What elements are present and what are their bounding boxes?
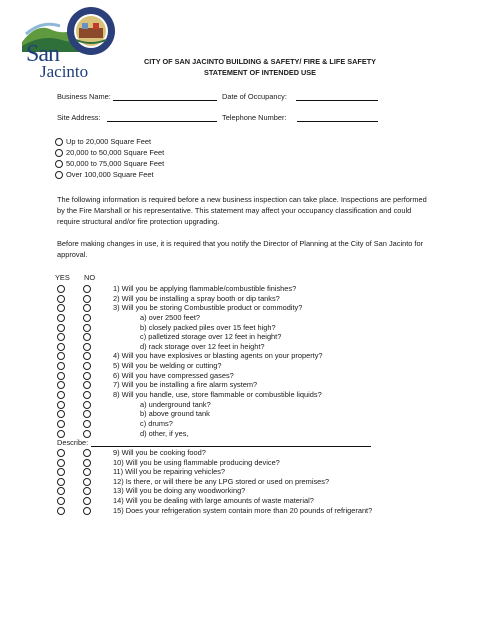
telephone-number-label: Telephone Number:: [222, 113, 287, 122]
yes-radio-icon[interactable]: [57, 372, 65, 380]
yes-radio-icon[interactable]: [57, 487, 65, 495]
question-text: 6) Will you have compressed gases?: [113, 370, 234, 380]
question-row: [0, 496, 480, 506]
question-row: [0, 400, 480, 410]
yes-radio-icon[interactable]: [57, 304, 65, 312]
yes-column-header: YES: [55, 273, 70, 282]
no-radio-icon[interactable]: [83, 285, 91, 293]
question-row: [0, 506, 480, 516]
question-row: [0, 458, 480, 468]
yes-radio-icon[interactable]: [57, 507, 65, 515]
question-text: b) closely packed piles over 15 feet high?: [140, 322, 276, 332]
yes-radio-icon[interactable]: [57, 459, 65, 467]
yes-radio-icon[interactable]: [57, 497, 65, 505]
question-row: [0, 294, 480, 304]
question-text: 11) Will you be repairing vehicles?: [113, 467, 226, 477]
planning-paragraph: Before making changes in use, it is required that you notify the Director of Planning at the City of San Jacinto for approval.: [57, 239, 424, 259]
no-radio-icon[interactable]: [83, 497, 91, 505]
question-text: a) over 2500 feet?: [140, 312, 200, 322]
question-row: [0, 332, 480, 342]
logo-text-jacinto: Jacinto: [40, 62, 89, 81]
telephone-number-field[interactable]: [297, 113, 378, 122]
yes-radio-icon[interactable]: [57, 285, 65, 293]
question-row: [0, 390, 480, 400]
question-text: a) underground tank?: [140, 399, 211, 409]
date-of-occupancy-label: Date of Occupancy:: [222, 92, 287, 101]
question-text: 5) Will you be welding or cutting?: [113, 361, 222, 371]
no-radio-icon[interactable]: [83, 507, 91, 515]
question-text: 7) Will you be installing a fire alarm system?: [113, 380, 258, 390]
no-radio-icon[interactable]: [83, 333, 91, 341]
question-text: 9) Will you be cooking food?: [113, 447, 206, 457]
yes-radio-icon[interactable]: [57, 333, 65, 341]
yes-radio-icon[interactable]: [57, 381, 65, 389]
radio-circle-icon[interactable]: [55, 138, 63, 146]
question-row: [0, 284, 480, 294]
questions-list: [0, 284, 480, 515]
yes-radio-icon[interactable]: [57, 420, 65, 428]
no-radio-icon[interactable]: [83, 381, 91, 389]
describe-field[interactable]: [91, 438, 371, 447]
no-radio-icon[interactable]: [83, 391, 91, 399]
yes-radio-icon[interactable]: [57, 468, 65, 476]
form-header: [100, 56, 420, 78]
yes-radio-icon[interactable]: [57, 352, 65, 360]
square-feet-option-label: Up to 20,000 Square Feet: [66, 137, 152, 146]
no-radio-icon[interactable]: [83, 430, 91, 438]
site-address-label: Site Address:: [57, 113, 101, 122]
business-name-field[interactable]: [113, 92, 217, 101]
question-text: 15) Does your refrigeration system contain more than 20 pounds of refrigerant?: [113, 505, 373, 515]
question-row: [0, 351, 480, 361]
city-seal-icon: [66, 6, 116, 56]
no-radio-icon[interactable]: [83, 372, 91, 380]
question-text: 14) Will you be dealing with large amounts of waste material?: [113, 496, 314, 506]
square-feet-option-label: 50,000 to 75,000 Square Feet: [66, 159, 165, 168]
logo-text-san: San: [26, 41, 59, 67]
question-text: b) above ground tank: [140, 409, 210, 419]
square-feet-option-label: Over 100,000 Square Feet: [66, 170, 154, 179]
question-text: c) palletized storage over 12 feet in height?: [140, 332, 282, 342]
question-text: 4) Will you have explosives or blasting agents on your property?: [113, 351, 323, 361]
yes-radio-icon[interactable]: [57, 430, 65, 438]
header-line1: CITY OF SAN JACINTO BUILDING & SAFETY/ FIRE & LIFE SAFETY: [143, 57, 377, 66]
no-radio-icon[interactable]: [83, 343, 91, 351]
question-row: [0, 419, 480, 429]
no-radio-icon[interactable]: [83, 295, 91, 303]
question-text: 13) Will you be doing any woodworking?: [113, 486, 246, 496]
radio-circle-icon[interactable]: [55, 149, 63, 157]
no-radio-icon[interactable]: [83, 468, 91, 476]
no-radio-icon[interactable]: [83, 420, 91, 428]
question-row: [0, 303, 480, 313]
inspection-paragraph: The following information is required before a new business inspection can take place. Inspections are performed by the Fire Marshall or his representative. This statement may affect your occupancy classification and could require structural and/or fire protection upgrading.: [57, 195, 427, 226]
yes-radio-icon[interactable]: [57, 343, 65, 351]
yes-radio-icon[interactable]: [57, 449, 65, 457]
describe-row: [0, 438, 480, 448]
question-text: c) drums?: [140, 418, 173, 428]
yes-radio-icon[interactable]: [57, 324, 65, 332]
question-row: [0, 467, 480, 477]
describe-label: Describe:: [57, 438, 89, 448]
no-radio-icon[interactable]: [83, 314, 91, 322]
no-radio-icon[interactable]: [83, 449, 91, 457]
date-of-occupancy-field[interactable]: [296, 92, 378, 101]
question-text: 3) Will you be storing Combustible product or commodity?: [113, 303, 303, 313]
question-row: [0, 486, 480, 496]
no-radio-icon[interactable]: [83, 362, 91, 370]
yes-radio-icon[interactable]: [57, 295, 65, 303]
business-name-label: Business Name:: [57, 92, 111, 101]
question-row: [0, 477, 480, 487]
question-row: [0, 323, 480, 333]
question-text: 8) Will you handle, use, store flammable or combustible liquids?: [113, 390, 322, 400]
question-row: [0, 342, 480, 352]
question-text: d) rack storage over 12 feet in height?: [140, 341, 265, 351]
no-radio-icon[interactable]: [83, 401, 91, 409]
header-line2: STATEMENT OF INTENDED USE: [203, 68, 317, 77]
no-radio-icon[interactable]: [83, 324, 91, 332]
question-row: [0, 448, 480, 458]
yes-radio-icon[interactable]: [57, 478, 65, 486]
yes-radio-icon[interactable]: [57, 410, 65, 418]
yes-radio-icon[interactable]: [57, 314, 65, 322]
question-row: [0, 409, 480, 419]
question-text: 10) Will you be using flammable producing device?: [113, 457, 280, 467]
question-text: 2) Will you be installing a spray booth or dip tanks?: [113, 293, 280, 303]
question-row: [0, 371, 480, 381]
question-row: [0, 361, 480, 371]
yes-radio-icon[interactable]: [57, 362, 65, 370]
question-row: [0, 313, 480, 323]
yes-radio-icon[interactable]: [57, 391, 65, 399]
no-radio-icon[interactable]: [83, 410, 91, 418]
question-row: [0, 429, 480, 439]
question-row: [0, 380, 480, 390]
no-radio-icon[interactable]: [83, 487, 91, 495]
no-radio-icon[interactable]: [83, 459, 91, 467]
no-radio-icon[interactable]: [83, 352, 91, 360]
no-column-header: NO: [84, 273, 96, 282]
radio-circle-icon[interactable]: [55, 160, 63, 168]
question-text: 12) Is there, or will there be any LPG stored or used on premises?: [113, 476, 330, 486]
no-radio-icon[interactable]: [83, 478, 91, 486]
question-text: d) other, if yes,: [140, 428, 189, 438]
yes-radio-icon[interactable]: [57, 401, 65, 409]
question-text: 1) Will you be applying flammable/combustible finishes?: [113, 284, 297, 293]
site-address-field[interactable]: [107, 113, 217, 122]
square-feet-option-label: 20,000 to 50,000 Square Feet: [66, 148, 165, 157]
no-radio-icon[interactable]: [83, 304, 91, 312]
radio-circle-icon[interactable]: [55, 171, 63, 179]
